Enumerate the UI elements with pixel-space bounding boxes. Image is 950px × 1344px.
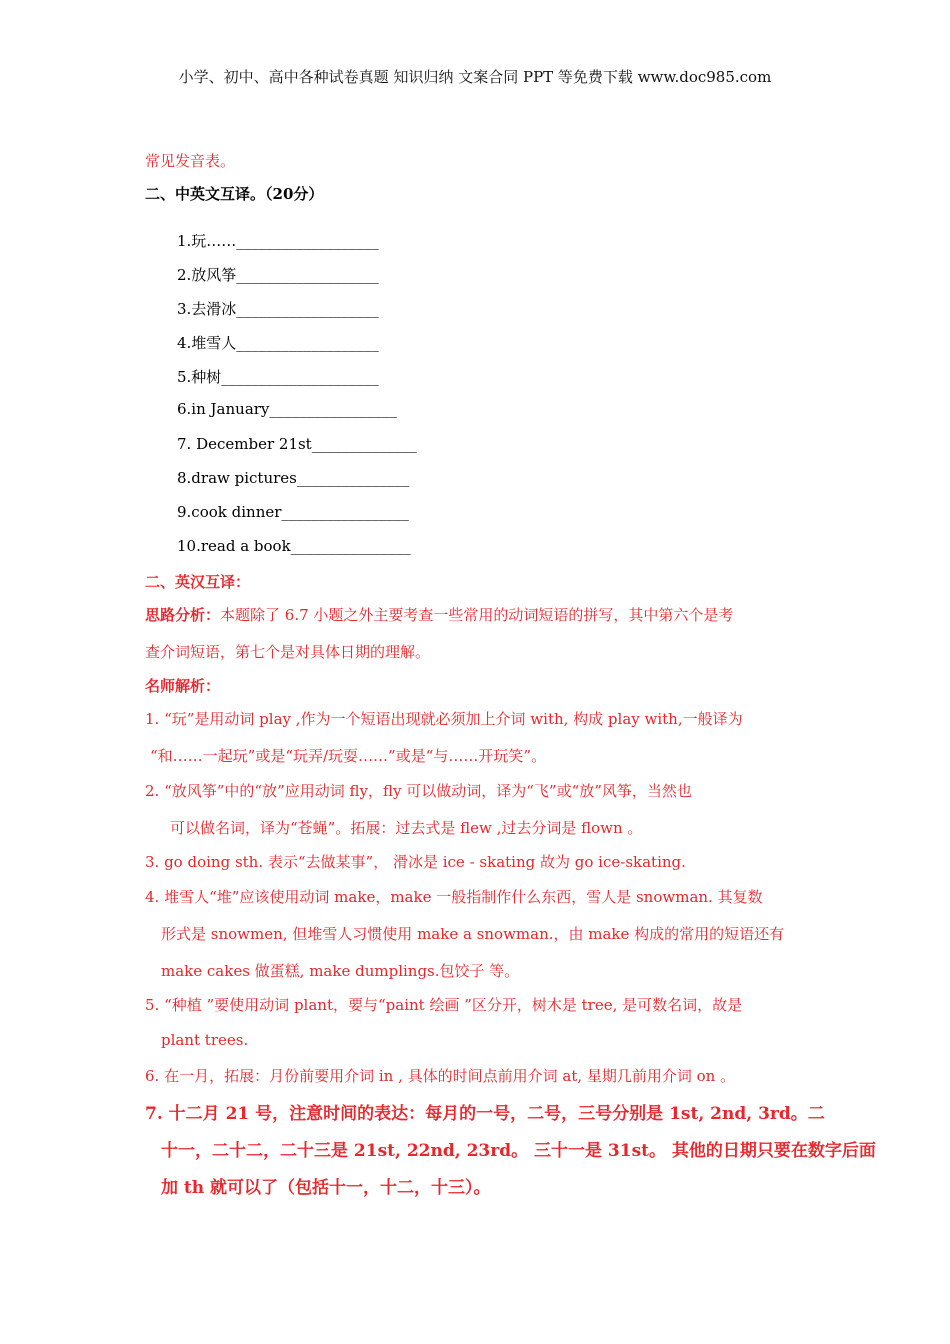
note-1-line-1: 1. “玩”是用动词 play ,作为一个短语出现就必须加上介词 with, 构成 play with,一般译为 (145, 710, 743, 728)
teacher-label: 名师解析： (145, 677, 221, 695)
analysis-line-1 (145, 604, 733, 625)
question-7: 7. December 21st______________ (177, 435, 417, 453)
note-6-line-1: 6. 在一月，拓展：月份前要用介词 in , 具体的时间点前用介词 at, 星期几前用介词 on 。 (145, 1067, 736, 1085)
note-4-line-2: 形式是 snowmen, 但堆雪人习惯使用 make a snowman.，由 make 构成的常用的短语还有 (161, 925, 785, 943)
question-6: 6.in January_________________ (177, 400, 397, 418)
note-7-line-3: 加 th 就可以了（包括十一，十二，十三）。 (161, 1178, 491, 1198)
note-3-line-1: 3. go doing sth. 表示“去做某事”， 滑冰是 ice - skating 故为 go ice-skating. (145, 853, 686, 871)
note-1-line-2: “和……一起玩”或是“玩弄/玩耍……”或是“与……开玩笑”。 (150, 747, 547, 765)
note-5-line-2: plant trees. (161, 1031, 249, 1049)
note-4-line-1: 4. 堆雪人“堆”应该使用动词 make，make 一般指制作什么东西，雪人是 snowman. 其复数 (145, 888, 763, 906)
note-2-line-2: 可以做名词，译为“苍蝇”。拓展：过去式是 flew ,过去分词是 flown 。 (170, 819, 643, 837)
page-header: 小学、初中、高中各种试卷真题 知识归纳 文案合同 PPT 等免费下载 www.doc985.com (178, 68, 772, 86)
note-7-line-2: 十一，二十二，二十三是 21st, 22nd, 23rd。 三十一是 31st。 其他的日期只要在数字后面 (161, 1141, 876, 1161)
analysis-text-1: 本题除了 6.7 小题之外主要考查一些常用的动词短语的拼写，其中第六个是考 (220, 606, 734, 624)
analysis-line-2: 查介词短语，第七个是对具体日期的理解。 (145, 643, 431, 661)
question-4: 4.堆雪人___________________ (177, 334, 379, 352)
note-4-line-3: make cakes 做蛋糕, make dumplings.包饺子 等。 (161, 962, 520, 980)
question-10: 10.read a book________________ (177, 537, 411, 555)
question-1: 1.玩……___________________ (177, 232, 379, 250)
intro-line: 常见发音表。 (145, 152, 236, 170)
question-5: 5.种树_____________________ (177, 368, 379, 386)
question-8: 8.draw pictures_______________ (177, 469, 410, 487)
note-7-line-1: 7. 十二月 21 号，注意时间的表达：每月的一号，二号，三号分别是 1st, 2nd, 3rd。二 (145, 1104, 825, 1124)
question-9: 9.cook dinner_________________ (177, 503, 409, 521)
note-2-line-1: 2. “放风筝”中的“放”应用动词 fly，fly 可以做动词，译为“飞”或“放”风筝，当然也 (145, 782, 692, 800)
question-2: 2.放风筝___________________ (177, 266, 379, 284)
question-3: 3.去滑冰___________________ (177, 300, 379, 318)
section-title: 二、中英文互译。（20分） (145, 185, 324, 203)
answer-title: 二、英汉互译： (145, 573, 251, 591)
note-5-line-1: 5. “种植 ”要使用动词 plant，要与“paint 绘画 ”区分开，树木是 tree, 是可数名词，故是 (145, 996, 743, 1014)
analysis-label: 思路分析： (145, 606, 221, 624)
